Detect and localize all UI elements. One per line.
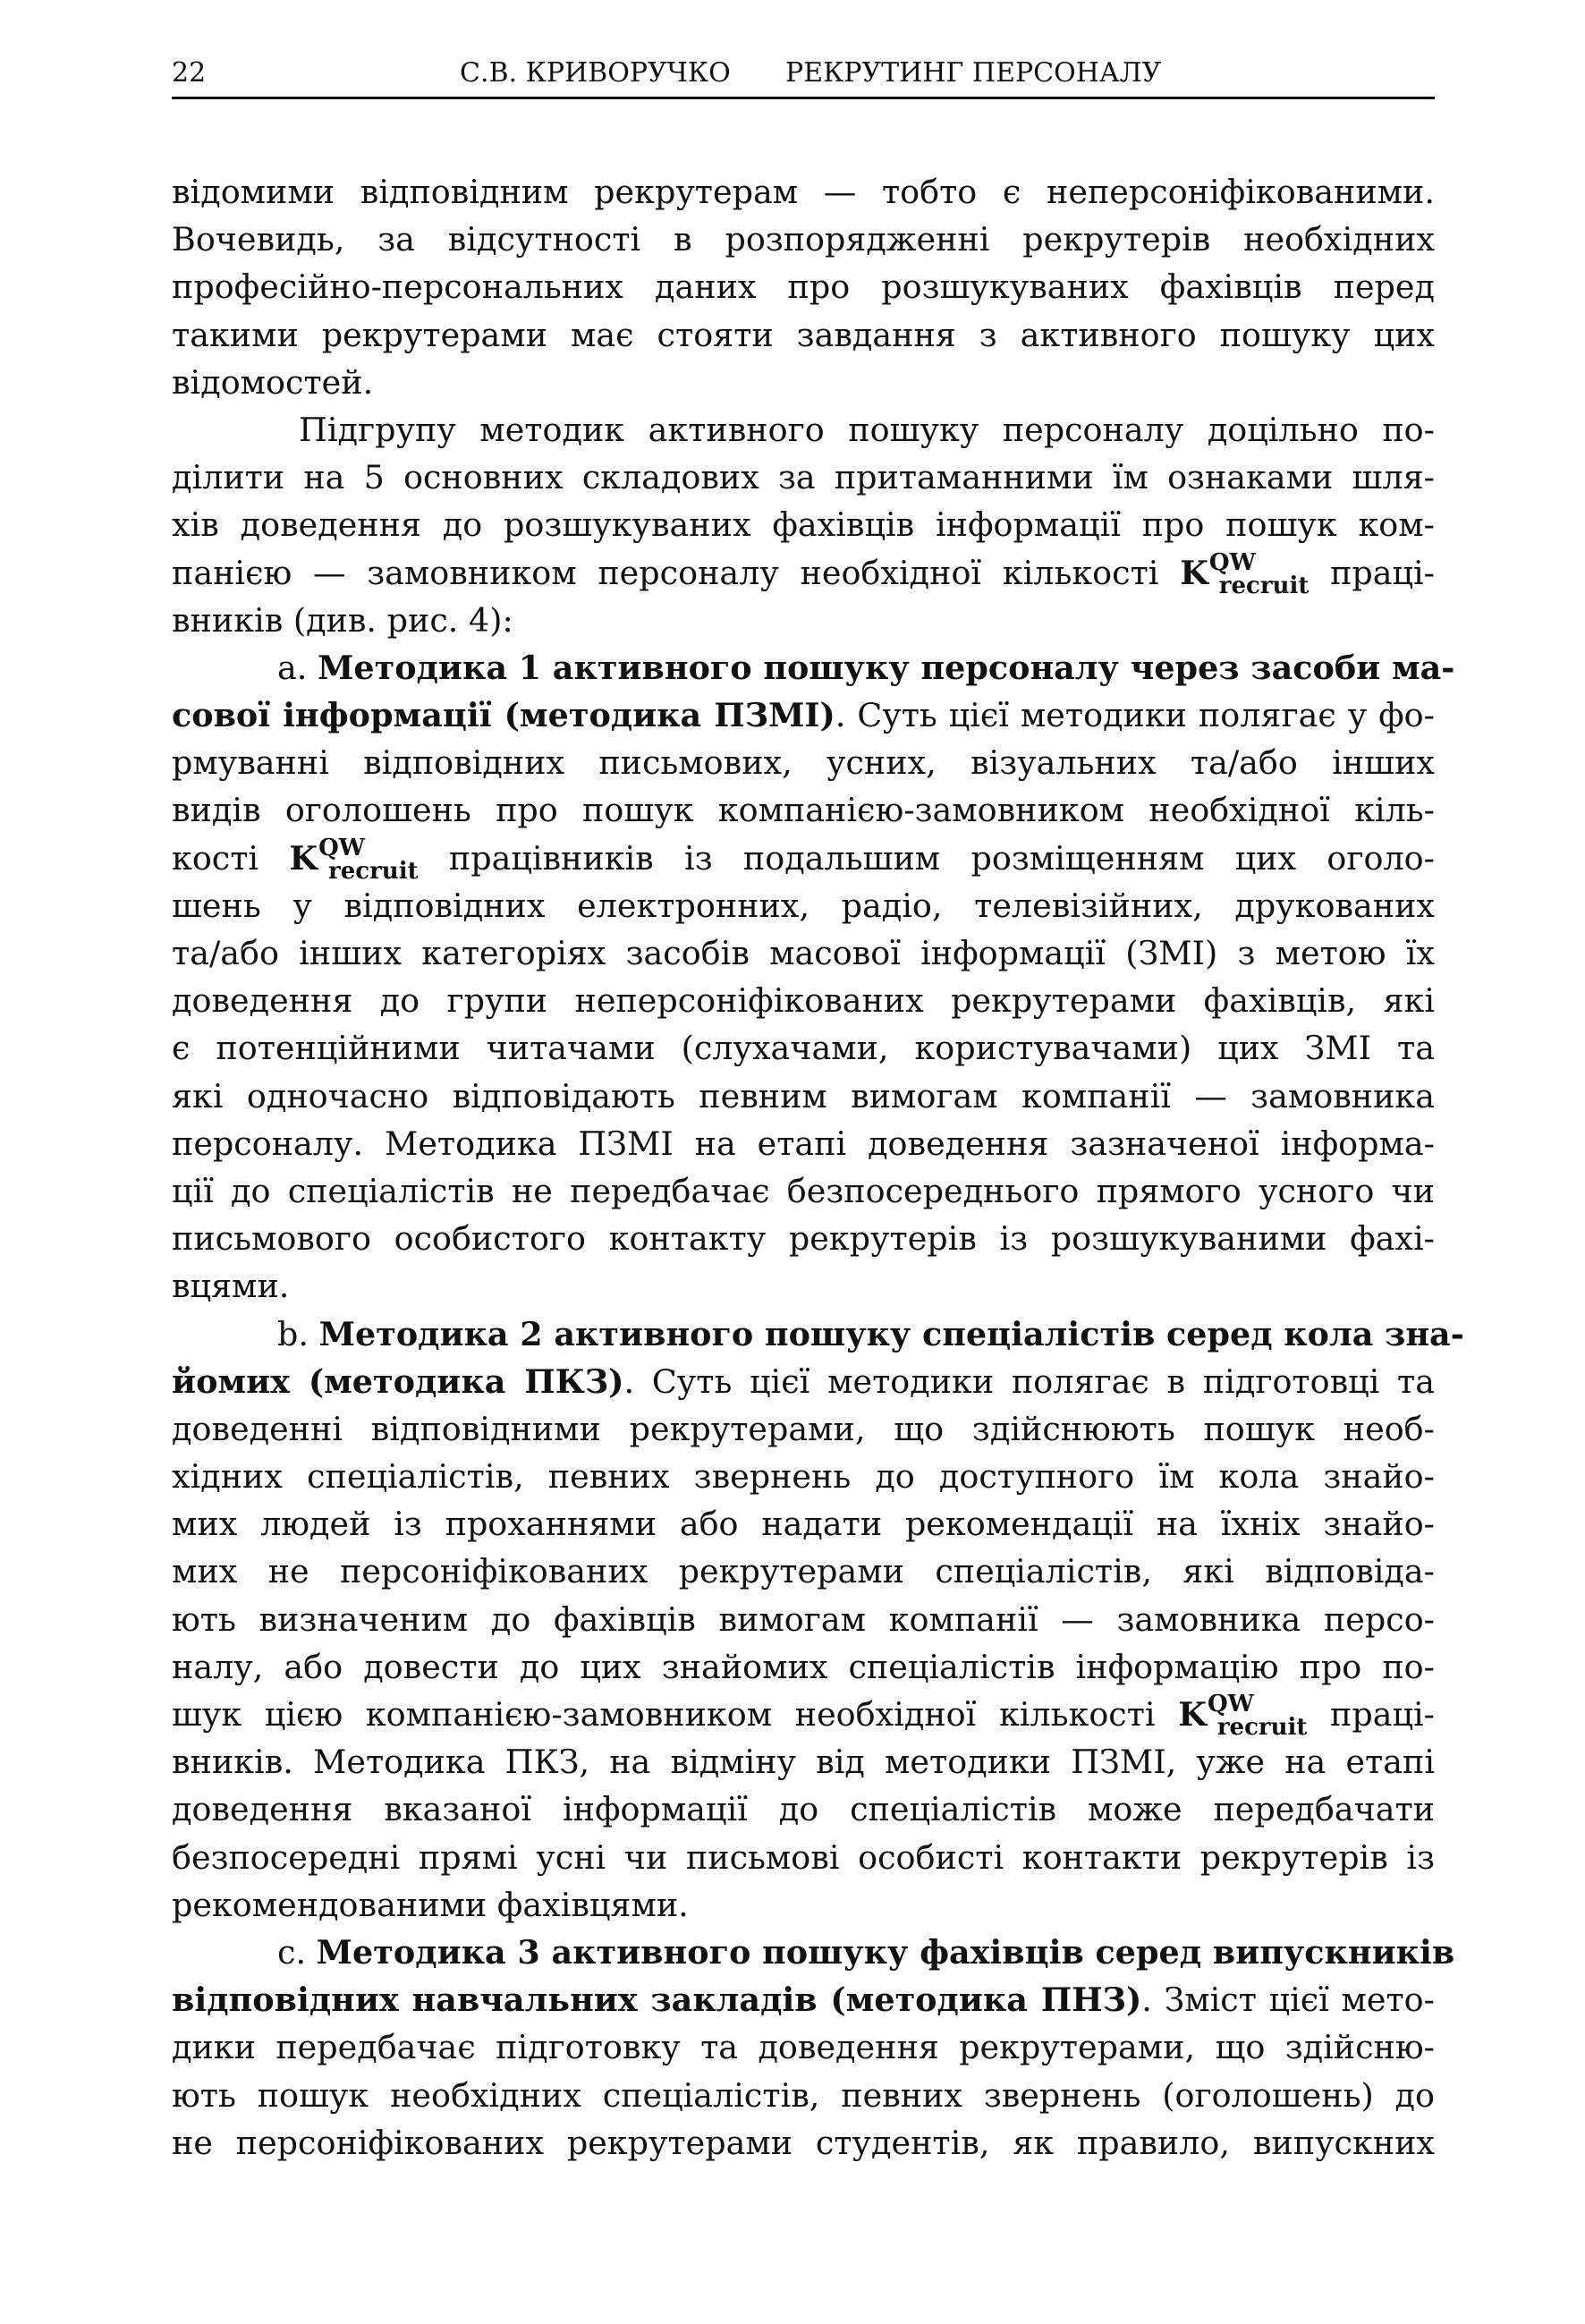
text-segment: панією — замовником персоналу необхідної кількості (172, 553, 1159, 592)
method-heading: Методика 1 активного пошуку персоналу через засоби ма- (317, 648, 1455, 687)
text-line: налу, або довести до цих знайомих спеціалістів інформацію про по- (172, 1647, 1435, 1686)
text-line: ють визначеним до фахівців вимогам компанії — замовника персо- (172, 1599, 1435, 1639)
text-segment: праці- (1330, 553, 1435, 592)
text-line (172, 691, 1435, 739)
k-recruit-formula (1178, 1691, 1308, 1741)
text-line: вцями. (172, 1267, 290, 1306)
text-line (172, 1929, 1455, 1976)
text-line (172, 644, 1455, 691)
text-line: хідних спеціалістів, певних звернень до доступного їм кола знайо- (172, 1457, 1435, 1497)
k-recruit-formula (289, 834, 419, 885)
text-segment: шук цією компанією-замовником необхідної кількості (172, 1695, 1156, 1734)
list-marker: b. (277, 1314, 309, 1353)
text-line: є потенційними читачами (слухачами, користувачами) цих ЗМІ та (172, 1029, 1435, 1068)
page-number: 22 (172, 57, 207, 89)
text-line: мих людей із проханнями або надати рекомендації на їхніх знайо- (172, 1505, 1435, 1544)
list-marker: c. (277, 1932, 307, 1972)
text-line: та/або інших категоріях засобів масової інформації (ЗМІ) з метою їх (172, 934, 1435, 972)
text-line (172, 1691, 1435, 1741)
text-line: Підгрупу методик активного пошуку персоналу доцільно по- (299, 410, 1435, 449)
body-text (172, 168, 1464, 2167)
text-line: Вочевидь, за відсутності в розпорядженні рекрутерів необхідних (172, 220, 1435, 259)
text-line: професійно-персональних даних про розшукуваних фахівців перед (172, 267, 1435, 307)
text-line: видів оголошень про пошук компанією-замовником необхідної кіль- (172, 791, 1435, 830)
text-line (172, 549, 1435, 597)
text-segment: . Суть цієї методики полягає у фо- (835, 696, 1435, 735)
running-header (172, 52, 1435, 99)
text-line: вників (див. рис. 4): (172, 600, 513, 640)
text-line: шень у відповідних електронних, радіо, телевізійних, друкованих (172, 886, 1435, 925)
text-line: ції до спеціалістів не передбачає безпосереднього прямого усного чи (172, 1171, 1435, 1210)
text-line: дики передбачає підготовку та доведення рекрутерами, що здійсню- (172, 2028, 1435, 2067)
text-line: доведенні відповідними рекрутерами, що здійснюють пошук необ- (172, 1409, 1435, 1448)
formula-superscript: QW (1208, 548, 1256, 576)
text-line: хів доведення до розшукуваних фахівців інформації про пошук ком- (172, 505, 1435, 545)
text-line: мих не персоніфікованих рекрутерами спеціалістів, які відповіда- (172, 1552, 1435, 1591)
text-line: рекомендованими фахівцями. (172, 1885, 689, 1924)
method-heading: Методика 3 активного пошуку фахівців серед випускників (316, 1932, 1455, 1972)
text-segment: . Суть цієї методики полягає в підготовці та (623, 1361, 1435, 1401)
formula-superscript: QW (1207, 1691, 1254, 1718)
formula-subscript: recruit (1216, 1714, 1308, 1741)
text-line: відомостей. (172, 362, 374, 402)
text-line (172, 1310, 1464, 1358)
text-line: доведення вказаної інформації до спеціалістів може передбачати (172, 1790, 1435, 1829)
method-heading: сової інформації (методика ПЗМІ) (172, 696, 835, 735)
formula-subscript: recruit (1218, 572, 1310, 599)
text-line: доведення до групи неперсоніфікованих рекрутерами фахівців, які (172, 981, 1435, 1021)
text-line (172, 1358, 1435, 1405)
text-segment: працівників із подальшим розміщенням цих оголо- (448, 838, 1435, 878)
text-line: відомими відповідним рекрутерам — тобто є неперсоніфікованими. (172, 173, 1435, 211)
method-heading: Методика 2 активного пошуку спеціалістів серед кола зна- (318, 1314, 1464, 1353)
formula-base: K (1178, 1695, 1207, 1734)
text-line: письмового особистого контакту рекрутерів із розшукуваними фахі- (172, 1219, 1435, 1259)
text-line: безпосередні прямі усні чи письмові особисті контакти рекрутерів із (172, 1837, 1435, 1877)
text-segment: праці- (1330, 1695, 1435, 1734)
text-line: рмуванні відповідних письмових, усних, візуальних та/або інших (172, 743, 1435, 783)
text-line: ділити на 5 основних складових за притаманними їм ознаками шля- (172, 458, 1435, 497)
text-line (172, 834, 1435, 885)
method-heading: йомих (методика ПКЗ) (172, 1361, 624, 1401)
text-line: не персоніфікованих рекрутерами студентів, як правило, випускних (172, 2123, 1435, 2162)
header-title: РЕКРУТИНГ ПЕРСОНАЛУ (785, 57, 1162, 89)
formula-base: K (1180, 553, 1208, 592)
text-line: вників. Методика ПКЗ, на відміну від методики ПЗМІ, уже на етапі (172, 1743, 1435, 1782)
text-line: такими рекрутерами має стояти завдання з активного пошуку цих (172, 315, 1435, 354)
k-recruit-formula (1180, 548, 1310, 599)
text-segment: кості (172, 838, 259, 878)
list-marker: a. (277, 648, 308, 687)
text-segment: . Зміст цієї мето- (1141, 1980, 1435, 2020)
method-heading: відповідних навчальних закладів (методика ПНЗ) (172, 1980, 1142, 2020)
formula-superscript: QW (318, 834, 366, 861)
text-line: персоналу. Методика ПЗМІ на етапі доведення зазначеної інформа- (172, 1124, 1435, 1163)
text-line: ють пошук необхідних спеціалістів, певних звернень (оголошень) до (172, 2075, 1435, 2115)
text-line (172, 1976, 1435, 2023)
formula-base: K (289, 838, 318, 878)
text-line: які одночасно відповідають певним вимогам компанії — замовника (172, 1076, 1435, 1115)
formula-subscript: recruit (328, 857, 419, 885)
header-author: С.В. КРИВОРУЧКО (460, 57, 731, 89)
